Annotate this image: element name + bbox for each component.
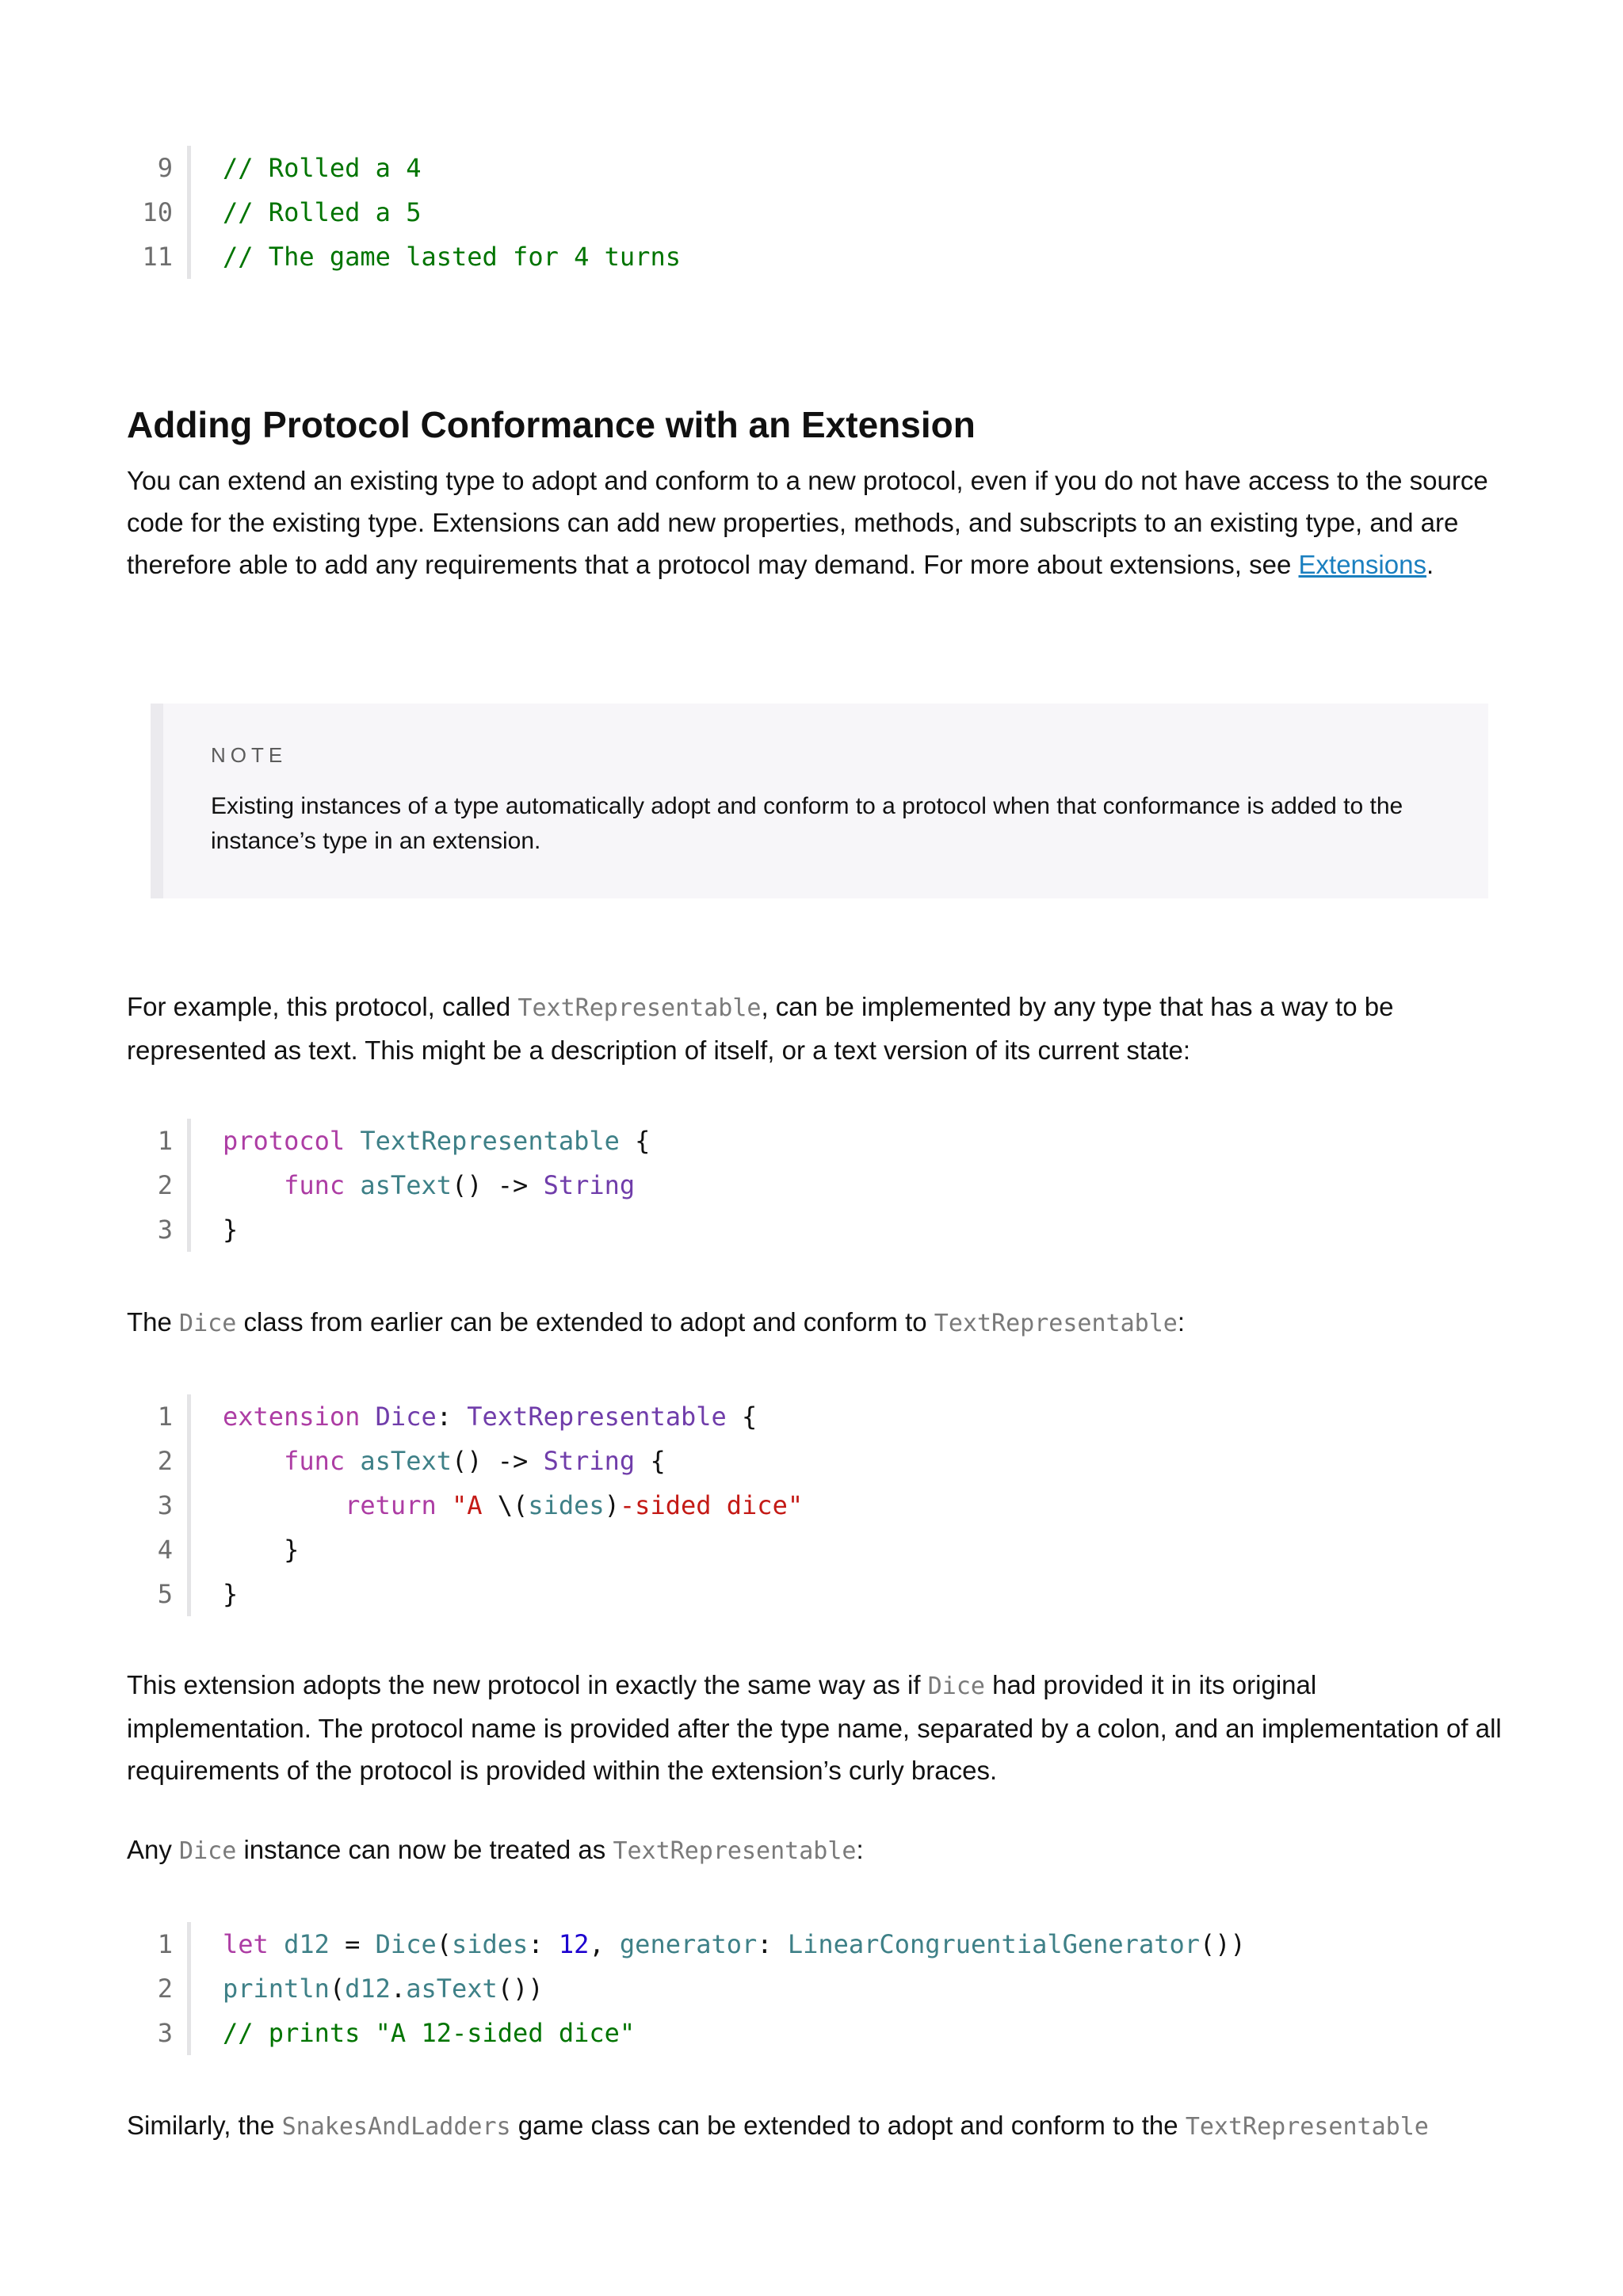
inline-code: TextRepresentable — [613, 1837, 857, 1865]
number-literal: 12 — [558, 1929, 590, 1959]
type-name: TextRepresentable — [467, 1402, 727, 1432]
any-paragraph — [127, 1829, 1506, 1872]
code-block-game-output — [127, 146, 681, 279]
example-paragraph — [127, 986, 1506, 1071]
code-comment: // The game lasted for 4 turns — [223, 242, 681, 272]
text: For example, this protocol, called — [127, 992, 518, 1021]
code-text — [191, 1119, 650, 1163]
inline-code: Dice — [179, 1310, 237, 1337]
operator: = — [329, 1929, 376, 1959]
text: instance can now be treated as — [236, 1835, 613, 1864]
line-number: 5 — [127, 1572, 191, 1616]
code-line — [127, 1119, 650, 1163]
text: Any — [127, 1835, 180, 1864]
note-text: Existing instances of a type automatically adopt and conform to a protocol when that conformance is added to the instance’s type in an extension. — [211, 793, 1403, 854]
code-line — [127, 1207, 650, 1252]
function-name: println — [223, 1974, 330, 2004]
line-number: 3 — [127, 1483, 191, 1527]
code-block-usage — [127, 1922, 1246, 2055]
argument-label: sides — [451, 1929, 529, 1959]
punct: () -> — [451, 1170, 544, 1200]
line-number: 9 — [127, 146, 191, 190]
inline-code: Dice — [179, 1837, 237, 1865]
punct: () -> — [451, 1446, 544, 1476]
text: class from earlier can be extended to adopt and conform to — [236, 1307, 934, 1337]
text: , can be implemented by any type that has a way to be represented as text. This might be a description of itself, or a text version of its current state: — [127, 992, 1394, 1065]
text: game class can be extended to adopt and conform to the — [510, 2111, 1186, 2140]
code-text: } — [223, 1535, 300, 1565]
keyword: func — [284, 1446, 346, 1476]
code-line — [127, 1572, 803, 1616]
text: had provided it in its original implementation. The protocol name is provided after the type name, separated by a colon, and an implementation of all requirements of the protocol is provided within the extension’s curly braces. — [127, 1670, 1502, 1785]
type-name: Dice — [375, 1929, 437, 1959]
similarly-paragraph — [127, 2104, 1506, 2148]
punct: ()) — [497, 1974, 544, 2004]
function-name: asText — [360, 1446, 452, 1476]
line-number: 1 — [127, 1394, 191, 1439]
keyword: let — [223, 1929, 269, 1959]
section-heading: Adding Protocol Conformance with an Extension — [127, 404, 976, 445]
punct: ()) — [1200, 1929, 1246, 1959]
keyword: func — [284, 1170, 346, 1200]
punct: { — [726, 1402, 758, 1432]
code-line — [127, 1922, 1246, 1966]
code-line — [127, 146, 681, 190]
line-number: 10 — [127, 190, 191, 235]
function-name: asText — [360, 1170, 452, 1200]
text: : — [856, 1835, 864, 1864]
intro-text: You can extend an existing type to adopt and conform to a new protocol, even if you do not have access to the source code for the existing type. Extensions can add new properties, methods, and subscripts to an existing type, and are therefore able to add any requirements that a protocol may demand. For more about extensions, see — [127, 466, 1488, 579]
code-text — [191, 1394, 757, 1439]
line-number: 2 — [127, 1163, 191, 1207]
code-line — [127, 1483, 803, 1527]
indent — [223, 1170, 284, 1200]
code-text — [191, 1966, 544, 2011]
code-line — [127, 1163, 650, 1207]
code-line — [127, 1394, 803, 1439]
keyword: return — [345, 1490, 437, 1520]
punct: ( — [436, 1929, 452, 1959]
punct: : — [528, 1929, 559, 1959]
type-name: Dice — [375, 1402, 437, 1432]
interpolation-close: ) — [604, 1490, 620, 1520]
method-name: asText — [406, 1974, 498, 2004]
indent — [223, 1446, 284, 1476]
code-block-protocol — [127, 1119, 650, 1252]
text: Similarly, the — [127, 2111, 282, 2140]
variable: sides — [528, 1490, 605, 1520]
line-number: 1 — [127, 1922, 191, 1966]
line-number: 3 — [127, 2011, 191, 2055]
line-number: 11 — [127, 235, 191, 279]
code-text — [191, 1163, 635, 1207]
keyword: protocol — [223, 1126, 346, 1156]
code-line — [127, 235, 681, 279]
text: This extension adopts the new protocol in exactly the same way as if — [127, 1670, 928, 1699]
keyword: extension — [223, 1402, 361, 1432]
punct: : — [757, 1929, 788, 1959]
type-name: TextRepresentable — [360, 1126, 620, 1156]
note-box — [151, 704, 1488, 898]
argument-label: generator — [619, 1929, 758, 1959]
text: The — [127, 1307, 180, 1337]
code-comment: // Rolled a 4 — [223, 153, 422, 183]
variable: d12 — [268, 1929, 330, 1959]
intro-end: . — [1426, 550, 1434, 579]
intro-paragraph — [127, 460, 1506, 585]
line-number: 1 — [127, 1119, 191, 1163]
code-line — [127, 1527, 803, 1572]
inline-code: TextRepresentable — [517, 994, 762, 1022]
extensions-link[interactable]: Extensions — [1298, 550, 1426, 579]
code-text — [191, 1483, 803, 1527]
inline-code: Dice — [927, 1672, 985, 1700]
code-block-extension — [127, 1394, 803, 1616]
code-line — [127, 190, 681, 235]
type-name: String — [543, 1170, 636, 1200]
string-literal: "A — [436, 1490, 498, 1520]
punct: { — [619, 1126, 651, 1156]
adopts-paragraph — [127, 1664, 1506, 1791]
code-text: } — [223, 1579, 239, 1609]
interpolation-open: \( — [497, 1490, 529, 1520]
punct: . — [390, 1974, 407, 2004]
text: : — [1177, 1307, 1186, 1337]
line-number: 2 — [127, 1966, 191, 2011]
inline-code: TextRepresentable — [1185, 2113, 1429, 2141]
note-label: NOTE — [211, 743, 288, 767]
code-text — [191, 1439, 666, 1483]
line-number: 2 — [127, 1439, 191, 1483]
type-name: String — [543, 1446, 636, 1476]
line-number: 3 — [127, 1207, 191, 1252]
punct: , — [589, 1929, 620, 1959]
code-comment: // Rolled a 5 — [223, 197, 422, 227]
punct: ( — [329, 1974, 346, 2004]
string-literal: -sided dice" — [619, 1490, 804, 1520]
code-comment: // prints "A 12-sided dice" — [223, 2018, 636, 2048]
code-text — [191, 1922, 1246, 1966]
indent — [223, 1490, 345, 1520]
line-number: 4 — [127, 1527, 191, 1572]
type-name: LinearCongruentialGenerator — [787, 1929, 1200, 1959]
code-line — [127, 1439, 803, 1483]
inline-code: SnakesAndLadders — [281, 2113, 511, 2141]
dice-paragraph — [127, 1301, 1506, 1344]
punct: : — [436, 1402, 468, 1432]
code-line — [127, 2011, 1246, 2055]
punct: { — [635, 1446, 666, 1476]
code-line — [127, 1966, 1246, 2011]
inline-code: TextRepresentable — [934, 1310, 1178, 1337]
code-text: } — [223, 1215, 239, 1245]
variable: d12 — [345, 1974, 391, 2004]
